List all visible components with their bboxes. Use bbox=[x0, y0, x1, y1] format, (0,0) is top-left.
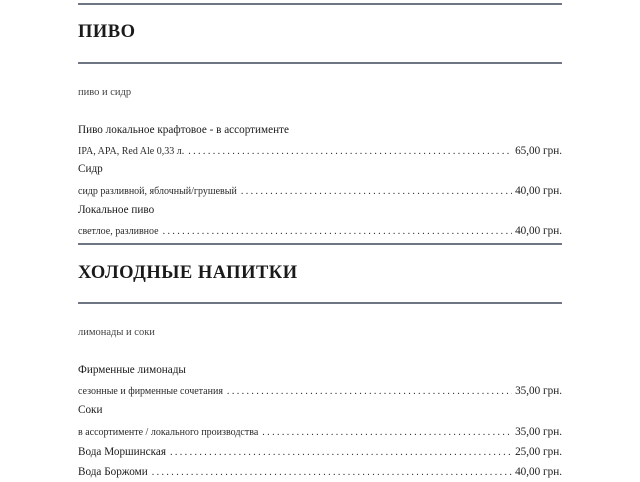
section-title-rule bbox=[78, 302, 562, 304]
menu-item-name: Фирменные лимонады bbox=[78, 364, 186, 376]
dot-leader bbox=[152, 467, 512, 478]
menu-item-name: Вода Боржоми bbox=[78, 466, 148, 478]
menu-item-name: Пиво локальное крафтовое - в ассортименте bbox=[78, 124, 289, 136]
menu-item-line bbox=[78, 385, 562, 401]
section-title: ПИВО bbox=[78, 22, 136, 42]
section-top-rule bbox=[78, 243, 562, 245]
menu-item-price: 40,00 грн. bbox=[515, 185, 562, 197]
menu-item-price: 40,00 грн. bbox=[515, 225, 562, 237]
menu-item-line bbox=[78, 446, 562, 462]
dot-leader bbox=[241, 186, 512, 197]
menu-item-line bbox=[78, 185, 562, 201]
section-title: ХОЛОДНЫЕ НАПИТКИ bbox=[78, 263, 298, 283]
menu-item-description: в ассортименте / локального производства bbox=[78, 427, 259, 438]
dot-leader bbox=[262, 427, 512, 438]
menu-item-description: сезонные и фирменные сочетания bbox=[78, 386, 223, 397]
section-subtitle: пиво и сидр bbox=[78, 87, 132, 98]
menu-item-description: сидр разливной, яблочный/грушевый bbox=[78, 186, 237, 197]
menu-item-price: 40,00 грн. bbox=[515, 466, 562, 478]
section-top-rule bbox=[78, 3, 562, 5]
menu-item-name: Вода Моршинская bbox=[78, 446, 166, 458]
dot-leader bbox=[227, 386, 512, 397]
section-subtitle: лимонады и соки bbox=[78, 327, 155, 338]
menu-item-price: 65,00 грн. bbox=[515, 145, 562, 157]
menu-item-price: 35,00 грн. bbox=[515, 385, 562, 397]
menu-item-line bbox=[78, 225, 562, 241]
menu-item-line bbox=[78, 426, 562, 442]
menu-item-name: Сидр bbox=[78, 163, 103, 175]
menu-page bbox=[78, 0, 562, 480]
menu-item-line bbox=[78, 145, 562, 161]
dot-leader bbox=[188, 146, 512, 157]
menu-item-description: IPA, APA, Red Ale 0,33 л. bbox=[78, 146, 185, 157]
dot-leader bbox=[170, 447, 512, 458]
menu-item-price: 25,00 грн. bbox=[515, 446, 562, 458]
menu-item-price: 35,00 грн. bbox=[515, 426, 562, 438]
menu-item-name: Локальное пиво bbox=[78, 204, 155, 216]
section-title-rule bbox=[78, 62, 562, 64]
dot-leader bbox=[163, 226, 512, 237]
menu-item-description: светлое, разливное bbox=[78, 226, 159, 237]
menu-item-name: Соки bbox=[78, 404, 103, 416]
